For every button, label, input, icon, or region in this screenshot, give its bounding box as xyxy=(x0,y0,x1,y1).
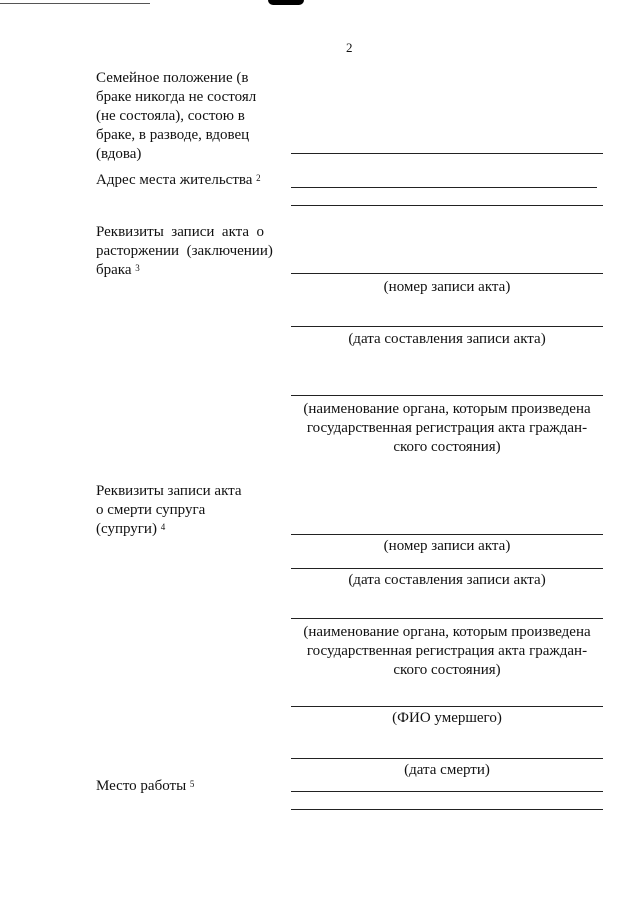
footnote-marker: 3 xyxy=(135,263,140,273)
footnote-marker: 2 xyxy=(256,173,261,183)
label-line: брака xyxy=(96,262,132,278)
caption-line: (наименование органа, которым произведена xyxy=(303,401,591,417)
deceased-name-caption: (ФИО умершего) xyxy=(392,710,502,726)
caption-line: государственная регистрация акта граждан- xyxy=(306,420,588,436)
scan-artifact xyxy=(268,0,304,5)
label-line-with-footnote xyxy=(96,261,282,280)
marriage-record-number-line xyxy=(291,273,603,274)
death-record-number-line xyxy=(291,534,603,535)
workplace-field-line-1 xyxy=(291,791,603,792)
marital-status-field-line xyxy=(291,153,603,154)
death-record-authority-line xyxy=(291,618,603,619)
caption-line: ского состояния) xyxy=(393,439,501,455)
death-record-date-line xyxy=(291,568,603,569)
workplace-field-line-2 xyxy=(291,809,603,810)
marriage-record-date-line xyxy=(291,326,603,327)
workplace-label xyxy=(96,777,194,796)
label-line: (вдова) xyxy=(96,146,142,162)
label-line: (супруги) xyxy=(96,521,157,537)
label-line: Реквизиты записи акта о xyxy=(96,224,265,240)
workplace-label-text: Место работы xyxy=(96,778,187,794)
label-line: (не состояла), состою в xyxy=(96,108,245,124)
death-record-date-caption: (дата составления записи акта) xyxy=(348,572,546,588)
scan-edge-line xyxy=(0,3,150,4)
footnote-marker: 5 xyxy=(189,779,195,789)
death-record-number-caption: (номер записи акта) xyxy=(383,538,511,554)
marriage-record-authority-caption xyxy=(291,400,603,457)
label-line-with-footnote xyxy=(96,520,286,539)
death-record-label xyxy=(96,482,286,539)
label-line: о смерти супруга xyxy=(96,502,206,518)
deceased-name-line xyxy=(291,706,603,707)
page-number: 2 xyxy=(346,40,353,55)
label-line: браке, в разводе, вдовец xyxy=(96,127,250,143)
footnote-marker: 4 xyxy=(160,522,166,532)
caption-line: ского состояния) xyxy=(393,662,501,678)
marital-status-label xyxy=(96,69,286,164)
caption-line: (наименование органа, которым произведена xyxy=(303,624,591,640)
label-line: браке никогда не состоял xyxy=(96,89,257,105)
caption-line: государственная регистрация акта граждан- xyxy=(306,643,588,659)
residence-label xyxy=(96,171,261,190)
marriage-record-label xyxy=(96,223,282,280)
marriage-record-authority-line xyxy=(291,395,603,396)
label-line: расторжении (заключении) xyxy=(96,243,273,259)
label-line: Реквизиты записи акта xyxy=(96,483,242,499)
death-date-caption: (дата смерти) xyxy=(404,762,490,778)
residence-field-line-2 xyxy=(291,205,603,206)
marriage-record-date-caption: (дата составления записи акта) xyxy=(348,331,546,347)
death-date-line xyxy=(291,758,603,759)
marriage-record-number-caption: (номер записи акта) xyxy=(383,279,511,295)
death-record-authority-caption xyxy=(291,623,603,680)
residence-field-line-1 xyxy=(291,187,597,188)
label-line: Семейное положение (в xyxy=(96,70,249,86)
residence-label-text: Адрес места жительства xyxy=(96,172,253,188)
